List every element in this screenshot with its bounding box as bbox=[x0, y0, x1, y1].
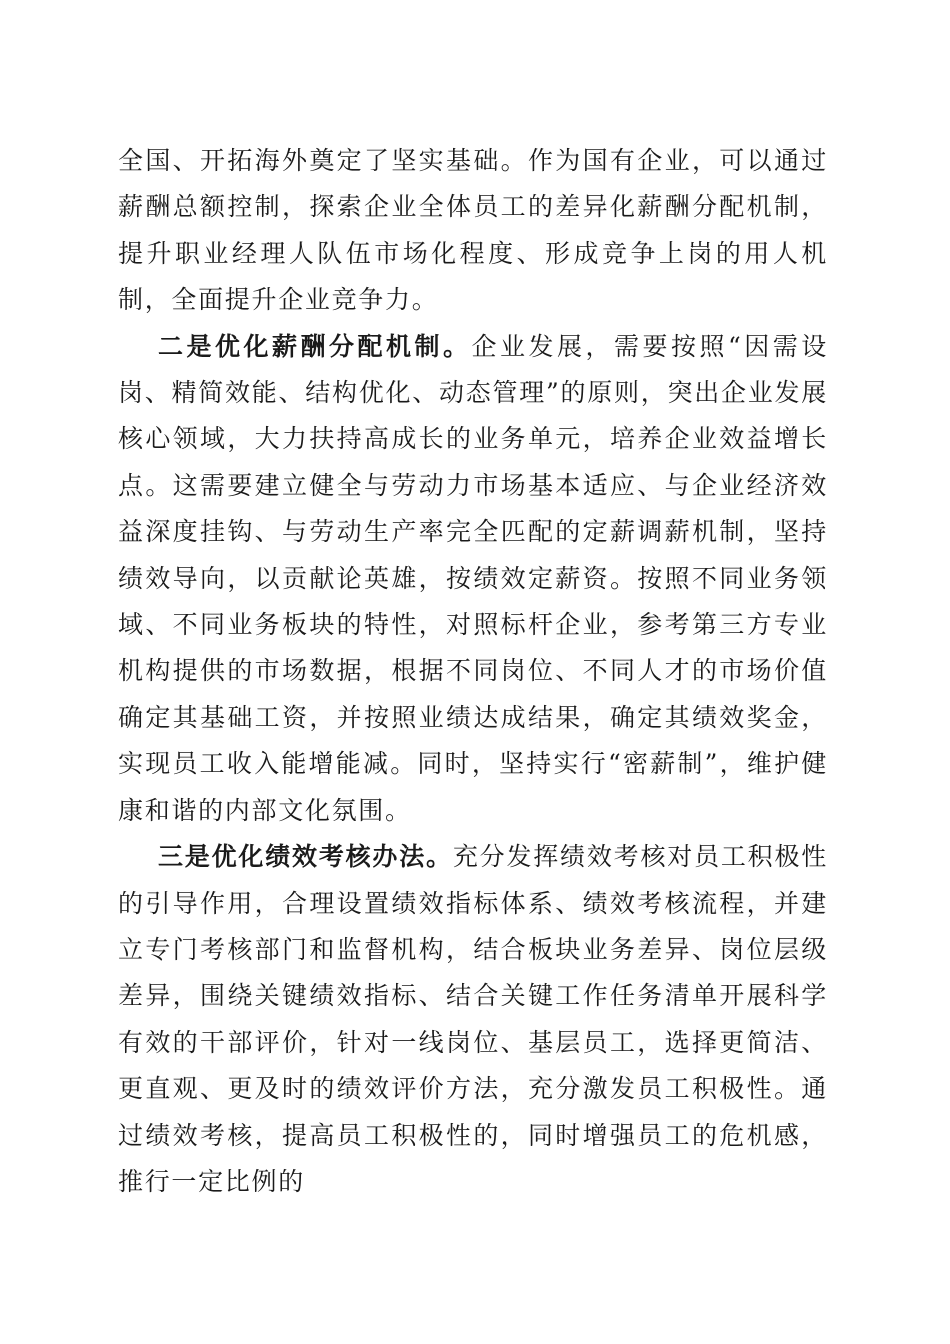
paragraph-continuation bbox=[118, 138, 828, 324]
document-body bbox=[118, 138, 828, 1205]
paragraph-body: 全国、开拓海外奠定了坚实基础。作为国有企业，可以通过薪酬总额控制，探索企业全体员工的差异化薪酬分配机制，提升职业经理人队伍市场化程度、形成竞争上岗的用人机制，全面提升企业竞争力。 bbox=[118, 146, 828, 315]
paragraph-lead-heading: 二是优化薪酬分配机制。 bbox=[158, 331, 472, 361]
paragraph-body: 充分发挥绩效考核对员工积极性的引导作用，合理设置绩效指标体系、绩效考核流程，并建立专门考核部门和监督机构，结合板块业务差异、岗位层级差异，围绕关键绩效指标、结合关键工作任务清单开展科学有效的干部评价，针对一线岗位、基层员工，选择更简洁、更直观、更及时的绩效评价方法，充分激发员工积极性。通过绩效考核，提高员工积极性的，同时增强员工的危机感，推行一定比例的 bbox=[118, 842, 828, 1196]
paragraph-lead-heading: 三是优化绩效考核办法。 bbox=[158, 842, 453, 872]
paragraph-salary-distribution bbox=[118, 324, 828, 834]
paragraph-performance-assessment bbox=[118, 834, 828, 1205]
paragraph-body: 企业发展，需要按照“因需设岗、精简效能、结构优化、动态管理”的原则，突出企业发展核心领域，大力扶持高成长的业务单元，培养企业效益增长点。这需要建立健全与劳动力市场基本适应、与企业经济效益深度挂钩、与劳动生产率完全匹配的定薪调薪机制，坚持绩效导向，以贡献论英雄，按绩效定薪资。按照不同业务领域、不同业务板块的特性，对照标杆企业，参考第三方专业机构提供的市场数据，根据不同岗位、不同人才的市场价值确定其基础工资，并按照业绩达成结果，确定其绩效奖金，实现员工收入能增能减。同时，坚持实行“密薪制”，维护健康和谐的内部文化氛围。 bbox=[118, 331, 829, 825]
